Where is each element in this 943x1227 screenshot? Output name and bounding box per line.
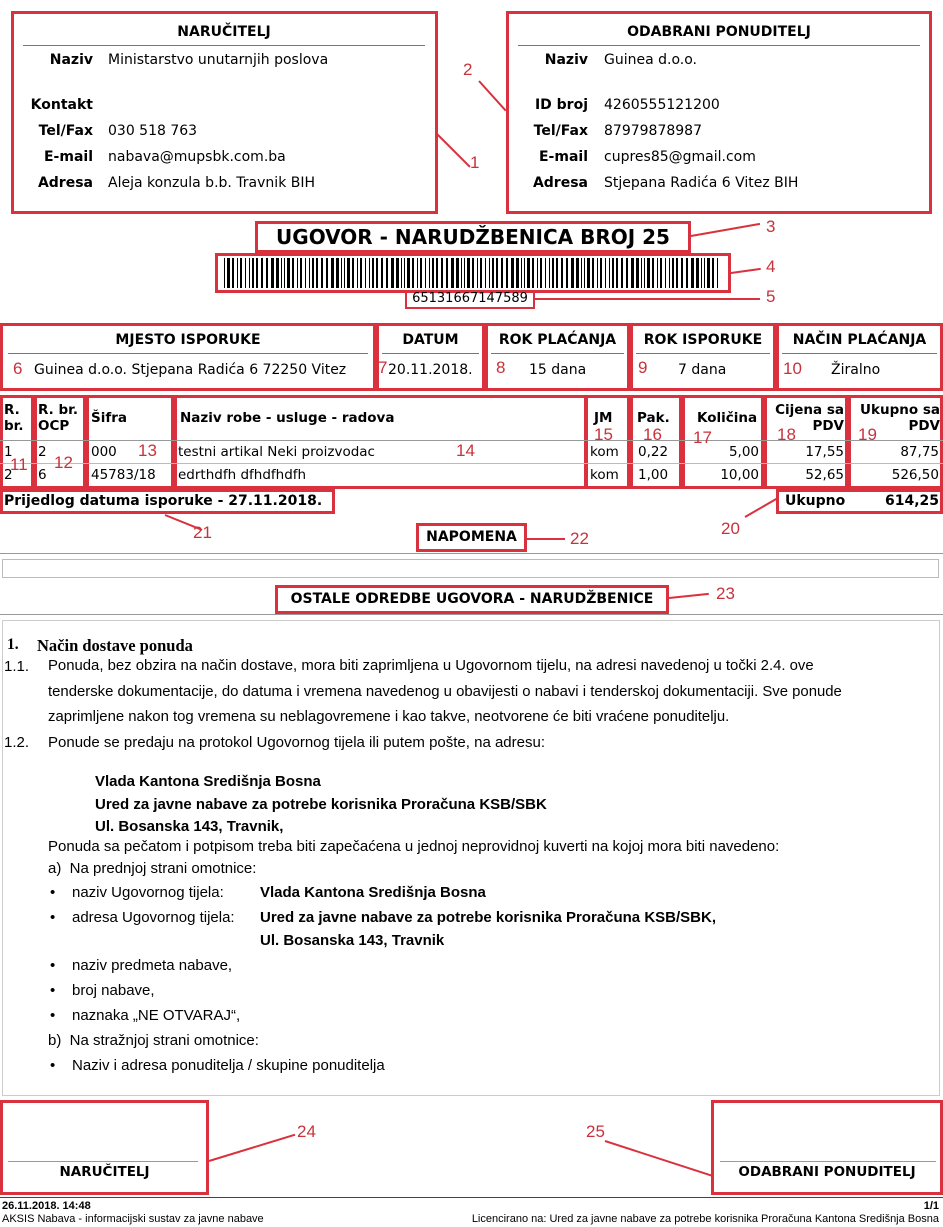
barcode-bar: [372, 258, 374, 288]
addr-line3: Ul. Bosanska 143, Travnik,: [95, 818, 284, 835]
supplier-email: cupres85@gmail.com: [604, 149, 756, 165]
callout-18: 18: [777, 425, 796, 444]
footer-line: [0, 1197, 943, 1198]
barcode-bar: [549, 258, 550, 288]
delivery-term: 7 dana: [678, 362, 727, 378]
barcode-bar: [456, 258, 459, 288]
barcode-bar: [657, 258, 658, 288]
buyer-divider: [23, 45, 425, 46]
bullet5: naznaka „NE OTVARAJ“,: [72, 1007, 241, 1024]
supplier-tel: 87979878987: [604, 123, 702, 139]
barcode-bar: [281, 258, 282, 288]
supplier-signature-label: ODABRANI PONUDITELJ: [738, 1164, 916, 1180]
barcode-bar: [605, 258, 606, 288]
barcode-number: 65131667147589: [412, 291, 528, 306]
leader-line-2: [478, 80, 506, 111]
delivery-date-header: DATUM: [402, 332, 459, 348]
leader-line-5: [535, 298, 760, 300]
callout-10: 10: [783, 359, 802, 378]
barcode-bar: [344, 258, 345, 288]
other-title: OSTALE ODREDBE UGOVORA - NARUDŽBENICE: [290, 591, 654, 607]
supplier-signature-box: [711, 1100, 943, 1195]
barcode-bar: [451, 258, 454, 288]
leader-line-24: [209, 1134, 296, 1162]
leader-line-20: [745, 497, 779, 518]
buyer-signature-line: [8, 1161, 198, 1162]
barcode-bar: [347, 258, 350, 288]
buyer-tel: 030 518 763: [108, 123, 198, 139]
other-line: [0, 614, 943, 615]
buyer-tel-label: Tel/Fax: [38, 123, 93, 139]
barcode-bar: [701, 258, 702, 288]
supplier-address: Stjepana Radića 6 Vitez BIH: [604, 175, 799, 191]
barcode-bar: [681, 258, 683, 288]
row2-price: 52,65: [805, 467, 844, 483]
barcode-bar: [404, 258, 405, 288]
barcode-bar: [386, 258, 388, 288]
barcode-bar: [537, 258, 538, 288]
bullet3: naziv predmeta nabave,: [72, 957, 233, 974]
row2-rbr: 2: [4, 467, 13, 483]
callout-14: 14: [456, 441, 475, 460]
bullet-icon: •: [50, 1057, 56, 1074]
barcode-bar: [321, 258, 323, 288]
barcode-bar: [376, 258, 378, 288]
row2-qty: 10,00: [720, 467, 759, 483]
barcode-bar: [669, 258, 670, 288]
barcode-bar: [501, 258, 503, 288]
bullet6: Naziv i adresa ponuditelja / skupine ponuditelja: [72, 1057, 385, 1074]
barcode-bar: [429, 258, 430, 288]
barcode-bar: [224, 258, 225, 288]
buyer-email: nabava@mupsbk.com.ba: [108, 149, 286, 165]
row1-unit: kom: [590, 444, 619, 460]
barcode-bar: [357, 258, 358, 288]
callout-11: 11: [10, 455, 28, 474]
row1-rbr: 1: [4, 444, 13, 460]
barcode-bar: [245, 258, 246, 288]
callout-16: 16: [643, 425, 662, 444]
supplier-id: 4260555121200: [604, 97, 720, 113]
barcode-bar: [686, 258, 688, 288]
row1-total: 87,75: [900, 444, 939, 460]
callout-22: 22: [570, 529, 589, 548]
leader-line-22: [527, 538, 565, 540]
barcode-bar: [271, 258, 274, 288]
header-qty: Količina: [697, 410, 758, 426]
barcode-bar: [636, 258, 639, 288]
barcode-bar: [396, 258, 399, 288]
bullet1-label: naziv Ugovornog tijela:: [72, 884, 224, 901]
barcode-bar: [511, 258, 514, 288]
barcode-bar: [545, 258, 546, 288]
proposed-delivery: Prijedlog datuma isporuke - 27.11.2018.: [4, 493, 323, 509]
delivery-date: 20.11.2018.: [388, 362, 473, 378]
bullet-icon: •: [50, 1007, 56, 1024]
barcode-bar: [641, 258, 642, 288]
barcode-bar: [496, 258, 498, 288]
supplier-title: ODABRANI PONUDITELJ: [627, 24, 811, 40]
p12-text: Ponude se predaju na protokol Ugovornog tijela ili putem pošte, na adresu:: [48, 734, 545, 751]
table-row-divider: [0, 463, 943, 464]
callout-5: 5: [766, 287, 776, 306]
row2-pack: 1,00: [638, 467, 669, 483]
supplier-signature-line: [720, 1161, 936, 1162]
barcode-bar: [464, 258, 465, 288]
callout-21: 21: [193, 523, 212, 542]
payment-method: Žiralno: [831, 362, 881, 378]
buyer-name: Ministarstvo unutarnjih poslova: [108, 52, 329, 68]
barcode-bar: [631, 258, 634, 288]
buyer-title: NARUČITELJ: [177, 24, 271, 40]
barcode-bar: [532, 258, 534, 288]
header-ocp: R. br. OCP: [38, 402, 78, 434]
delivery-place-header: MJESTO ISPORUKE: [115, 332, 261, 348]
barcode-bar: [341, 258, 342, 288]
barcode-bar: [660, 258, 662, 288]
note-field: [2, 559, 939, 578]
buyer-signature-label: NARUČITELJ: [59, 1164, 150, 1180]
barcode-bar: [540, 258, 542, 288]
buyer-address: Aleja konzula b.b. Travnik BIH: [108, 175, 316, 191]
row1-code: 000: [91, 444, 117, 460]
barcode-bar: [381, 258, 383, 288]
payment-method-divider: [782, 353, 937, 354]
barcode-bar: [600, 258, 602, 288]
delivery-date-divider: [382, 353, 479, 354]
supplier-id-label: ID broj: [534, 97, 588, 113]
barcode-bar: [461, 258, 462, 288]
barcode-bar: [316, 258, 318, 288]
note-line: [0, 553, 943, 554]
row2-name: edrthdfh dfhdfhdfh: [178, 467, 307, 483]
row1-price: 17,55: [805, 444, 844, 460]
p11-num: 1.1.: [4, 658, 30, 675]
leader-line-4: [731, 268, 761, 274]
callout-6: 6: [13, 359, 23, 378]
barcode-bar: [616, 258, 618, 288]
header-name: Naziv robe - usluge - radova: [180, 410, 395, 426]
barcode-bar: [360, 258, 362, 288]
p11-line1: Ponuda, bez obzira na način dostave, mora biti zaprimljena u Ugovornom tijelu, na adresi navedenoj u točki 2.4. ove: [48, 658, 814, 674]
bullet-icon: •: [50, 957, 56, 974]
barcode-bar: [561, 258, 563, 288]
barcode-bar: [467, 258, 470, 288]
footer-page: 1/1: [923, 1200, 939, 1212]
barcode-bar: [300, 258, 302, 288]
barcode-bar: [566, 258, 568, 288]
callout-24: 24: [297, 1122, 316, 1141]
row2-unit: kom: [590, 467, 619, 483]
barcode-bar: [256, 258, 258, 288]
barcode-bar: [576, 258, 579, 288]
supplier-name: Guinea d.o.o.: [604, 52, 698, 68]
barcode-bar: [472, 258, 474, 288]
leader-line-1: [435, 132, 470, 167]
callout-17: 17: [693, 428, 712, 447]
row1-pack: 0,22: [638, 444, 669, 460]
barcode-bar: [417, 258, 418, 288]
p12-num: 1.2.: [4, 734, 30, 751]
seal-text: Ponuda sa pečatom i potpisom treba biti zapečaćena u jednoj neprovidnoj kuverti na kojoj mora biti navedeno:: [48, 838, 780, 855]
header-code: Šifra: [91, 410, 127, 426]
supplier-tel-label: Tel/Fax: [533, 123, 588, 139]
callout-13: 13: [138, 441, 157, 460]
callout-3: 3: [766, 217, 776, 236]
supplier-divider: [518, 45, 920, 46]
barcode-bar: [592, 258, 594, 288]
addr-line1: Vlada Kantona Središnja Bosna: [95, 773, 321, 790]
barcode-bar: [331, 258, 334, 288]
barcode-bar: [665, 258, 666, 288]
barcode-bar: [261, 258, 263, 288]
barcode-bar: [309, 258, 310, 288]
barcode-bar: [552, 258, 554, 288]
barcode-bar: [297, 258, 298, 288]
callout-25: 25: [586, 1122, 605, 1141]
delivery-term-header: ROK ISPORUKE: [643, 332, 763, 348]
barcode-bar: [707, 258, 710, 288]
barcode-bar: [581, 258, 582, 288]
callout-23: 23: [716, 584, 735, 603]
barcode-bar: [506, 258, 508, 288]
barcode-bar: [369, 258, 370, 288]
footer-system: AKSIS Nabava - informacijski sustav za javne nabave: [2, 1213, 264, 1225]
barcode-bar: [336, 258, 339, 288]
barcode-bar: [571, 258, 574, 288]
header-unit: JM: [594, 410, 613, 426]
barcode-bar: [266, 258, 268, 288]
note-title: NAPOMENA: [426, 529, 517, 545]
header-price: Cijena sa PDV: [775, 402, 844, 434]
grand-total-label: Ukupno: [785, 493, 846, 509]
barcode-bar: [227, 258, 230, 288]
callout-20: 20: [721, 519, 740, 538]
barcode-bar: [696, 258, 699, 288]
supplier-name-label: Naziv: [544, 52, 588, 68]
row1-ocp: 2: [38, 444, 47, 460]
bullet2-value: Ured za javne nabave za potrebe korisnika Proračuna KSB/SBK,: [260, 909, 716, 926]
barcode-bar: [420, 258, 422, 288]
barcode-bar: [237, 258, 238, 288]
barcode-image: [222, 258, 724, 288]
barcode-bar: [521, 258, 522, 288]
barcode-bar: [492, 258, 494, 288]
barcode-bar: [644, 258, 645, 288]
barcode-bar: [612, 258, 614, 288]
footer-license: Licencirano na: Ured za javne nabave za potrebe korisnika Proračuna Kantona Središnja Bosna: [471, 1213, 939, 1225]
callout-9: 9: [638, 358, 648, 377]
leader-line-25: [605, 1140, 712, 1177]
barcode-bar: [391, 258, 394, 288]
payment-method-header: NAČIN PLAĆANJA: [792, 332, 927, 348]
barcode-bar: [436, 258, 438, 288]
barcode-bar: [477, 258, 478, 288]
bullet1-value: Vlada Kantona Središnja Bosna: [260, 884, 486, 901]
buyer-address-label: Adresa: [37, 175, 93, 191]
row2-ocp: 6: [38, 467, 47, 483]
bullet-icon: •: [50, 982, 56, 999]
buyer-signature-box: [0, 1100, 209, 1195]
barcode-bar: [401, 258, 402, 288]
barcode-bar: [626, 258, 628, 288]
callout-8: 8: [496, 358, 506, 377]
delivery-place-divider: [8, 353, 368, 354]
buyer-name-label: Naziv: [49, 52, 93, 68]
barcode-bar: [326, 258, 328, 288]
supplier-email-label: E-mail: [538, 149, 588, 165]
barcode-bar: [524, 258, 525, 288]
barcode-bar: [480, 258, 482, 288]
payment-term-header: ROK PLAĆANJA: [498, 332, 617, 348]
barcode-bar: [704, 258, 705, 288]
buyer-email-label: E-mail: [43, 149, 93, 165]
callout-2: 2: [463, 60, 473, 79]
callout-12: 12: [54, 453, 73, 472]
barcode-bar: [621, 258, 623, 288]
leader-line-23: [669, 593, 709, 599]
barcode-bar: [312, 258, 314, 288]
barcode-bar: [240, 258, 242, 288]
barcode-bar: [425, 258, 426, 288]
barcode-bar: [691, 258, 694, 288]
buyer-contact-label: Kontakt: [30, 97, 93, 113]
row2-total: 526,50: [891, 467, 939, 483]
leader-line-3: [691, 223, 760, 237]
barcode-bar: [292, 258, 294, 288]
callout-19: 19: [858, 425, 877, 444]
barcode-bar: [252, 258, 254, 288]
barcode-bar: [232, 258, 234, 288]
supplier-address-label: Adresa: [532, 175, 588, 191]
callout-15: 15: [594, 425, 613, 444]
grand-total-value: 614,25: [884, 493, 939, 509]
addr-line2: Ured za javne nabave za potrebe korisnika Proračuna KSB/SBK: [95, 796, 547, 813]
bullet2-value2: Ul. Bosanska 143, Travnik: [260, 932, 445, 949]
barcode-bar: [287, 258, 290, 288]
p11-line2: tenderske dokumentacije, do datuma i vremena navedenog u obavijesti o nabavi i tenderskoj dokumentaciji. Sve ponude: [48, 684, 842, 700]
barcode-bar: [584, 258, 585, 288]
callout-4: 4: [766, 257, 776, 276]
barcode-bar: [527, 258, 530, 288]
bullet2-label: adresa Ugovornog tijela:: [72, 909, 235, 926]
barcode-bar: [365, 258, 366, 288]
barcode-bar: [485, 258, 486, 288]
barcode-bar: [249, 258, 250, 288]
terms-heading: Način dostave ponuda: [37, 636, 193, 655]
barcode-bar: [305, 258, 306, 288]
barcode-bar: [609, 258, 610, 288]
delivery-place: Guinea d.o.o. Stjepana Radića 6 72250 Vitez: [34, 362, 347, 378]
barcode-bar: [516, 258, 519, 288]
bullet-icon: •: [50, 884, 56, 901]
header-pack: Pak.: [637, 410, 670, 426]
barcode-bar: [407, 258, 410, 288]
callout-7: 7: [378, 358, 388, 377]
barcode-bar: [441, 258, 443, 288]
barcode-bar: [672, 258, 674, 288]
row1-qty: 5,00: [728, 444, 759, 460]
row1-name: testni artikal Neki proizvodac: [178, 444, 375, 460]
header-rbr: R. br.: [4, 402, 24, 434]
barcode-bar: [276, 258, 279, 288]
callout-1: 1: [470, 153, 480, 172]
delivery-term-divider: [636, 353, 770, 354]
payment-term: 15 dana: [529, 362, 587, 378]
barcode-bar: [412, 258, 414, 288]
header-total: Ukupno sa PDV: [860, 402, 940, 434]
barcode-bar: [446, 258, 448, 288]
barcode-bar: [717, 258, 718, 288]
barcode-bar: [556, 258, 558, 288]
barcode-bar: [676, 258, 678, 288]
barcode-bar: [652, 258, 654, 288]
barcode-bar: [587, 258, 590, 288]
barcode-bar: [712, 258, 714, 288]
barcode-bar: [597, 258, 598, 288]
bullet4: broj nabave,: [72, 982, 155, 999]
p11-line3: zaprimljene nakon tog vremena su neblagovremene i kao takve, neotvorene će biti vraćene ponuditelju.: [48, 709, 730, 725]
barcode-bar: [432, 258, 434, 288]
payment-term-divider: [491, 353, 624, 354]
doc-title: UGOVOR - NARUDŽBENICA BROJ 25: [276, 225, 670, 249]
barcode-bar: [489, 258, 490, 288]
barcode-bar: [647, 258, 650, 288]
front-side: a) Na prednjoj strani omotnice:: [48, 860, 257, 877]
back-side: b) Na stražnjoj strani omotnice:: [48, 1032, 259, 1049]
bullet-icon: •: [50, 909, 56, 926]
terms-heading-num: 1.: [7, 636, 19, 653]
barcode-bar: [352, 258, 354, 288]
barcode-bar: [284, 258, 285, 288]
row2-code: 45783/18: [91, 467, 156, 483]
footer-datetime: 26.11.2018. 14:48: [2, 1200, 91, 1212]
